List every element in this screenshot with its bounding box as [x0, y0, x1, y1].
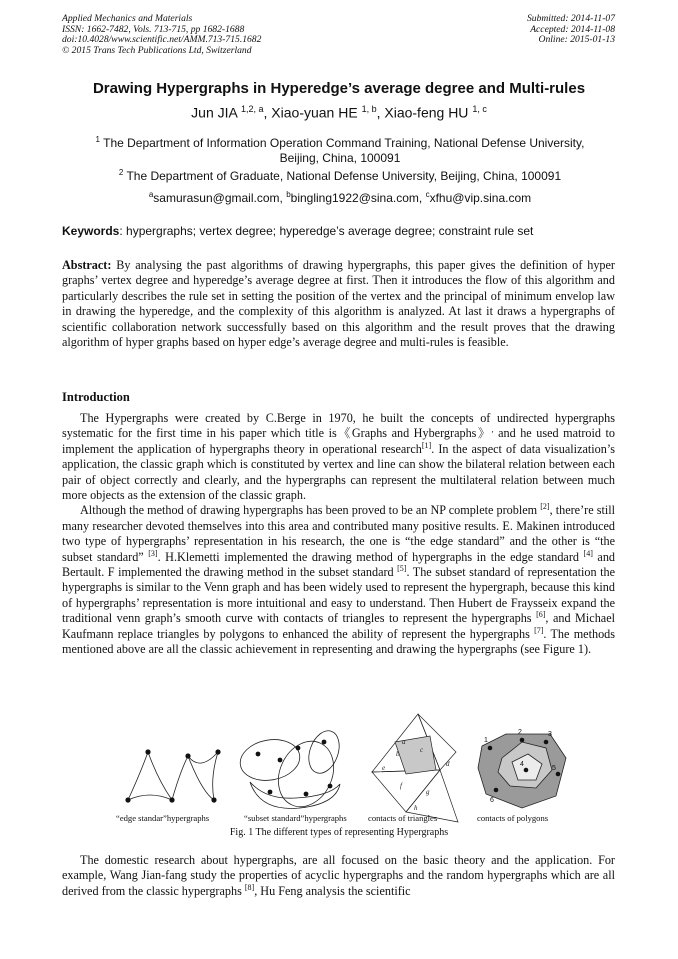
- para-text: , there’re still many researcher devoted themselves into this area and contributed many positive results. E. Makinen introduced two type of hypergraphs’ representation in his research, the one is “the edge standard” and the other is “the subset standard”: [62, 503, 615, 564]
- triangle-label: b: [396, 750, 400, 758]
- paper-title: Drawing Hypergraphs in Hyperedge’s average degree and Multi-rules: [92, 80, 586, 97]
- journal-header-right: [527, 14, 615, 46]
- para-text: and he used matroid to implement the application of hypergraphs theory in operational research: [62, 426, 616, 456]
- author-name: Xiao-yuan HE: [271, 104, 358, 121]
- abstract: [62, 258, 615, 350]
- triangle-label: c: [420, 746, 424, 754]
- affiliation-1: [70, 132, 610, 166]
- triangle-label: d: [446, 760, 450, 768]
- introduction-body-continued: [62, 853, 615, 899]
- polygon-label: 5: [552, 765, 556, 772]
- author-sep: ,: [376, 104, 385, 121]
- vertex: [256, 752, 261, 757]
- polygon-label: 4: [520, 761, 524, 768]
- para-text: Although the method of drawing hypergraphs has been proved to be an NP complete problem: [80, 503, 541, 518]
- figure-caption: Fig. 1 The different types of representing Hypergraphs: [229, 827, 449, 838]
- author-list: [0, 104, 678, 121]
- affiliation-2: [40, 165, 640, 184]
- citation: [5]: [397, 564, 407, 573]
- submitted-date: Submitted: 2014-11-07: [526, 13, 615, 24]
- affiliation-text: The Department of Information Operation Command Training, National Defense University,: [103, 136, 585, 150]
- abstract-label: Abstract:: [62, 258, 112, 272]
- paragraph-1: [62, 411, 615, 503]
- accepted-date: Accepted: 2014-11-08: [530, 23, 615, 35]
- vertex: [524, 768, 529, 773]
- polygon-label: 3: [548, 731, 552, 738]
- affiliation-text: Beijing, China, 100091: [279, 151, 401, 165]
- journal-name: Applied Mechanics and Materials: [62, 13, 193, 24]
- para-text: , and Michael Kaufmann replace triangles by polygons to enhanced the ability of represent the hypergraphs: [62, 611, 615, 641]
- author-sup: 1, b: [361, 104, 377, 114]
- email-sup: a: [148, 190, 154, 199]
- vertex: [185, 753, 190, 758]
- online-date: Online: 2015-01-13: [538, 34, 615, 46]
- triangle-label: g: [426, 788, 430, 796]
- para-sup: ,: [491, 425, 494, 435]
- vertex: [296, 746, 301, 751]
- subset-standard-graph: [237, 727, 345, 816]
- triangle-label: e: [382, 764, 386, 772]
- para-text: The domestic research about hypergraphs, are all focused on the basic theory and the application. For example, Wang Jian-fang study the properties of acyclic hypergraphs and the random hypergraphs which are all derived from the classic hypergraphs: [62, 853, 615, 898]
- vertex: [328, 784, 333, 789]
- para-text: . The subset standard of representation the hypergraphs is similar to the Venn graph and has been widely used to represent the hypergraph, because this kind of hypergraphs’ representation is more intuitional and easy to understand. Then Hubert de Fraysseix expand the traditional venn graph’s smooth curve with contacts of triangles to represent the hypergraphs: [62, 565, 615, 626]
- abstract-text: By analysing the past algorithms of drawing hypergraphs, this paper gives the definition of hyper graphs’ vertex degree and hyperedge’s average degree at first. Then it introduces the flow of this algorithm and particularly describes the rule set in setting the position of the vertex and the principal of minimum envelop law in drawing the hyperedge, and the complexity of this algorithm is analyzed. At last it draws a hypergraphs of scientific collaboration network successfully based on this algorithm and the result proves that the drawing algorithm of hyper graphs based on hyper edge’s average degree and multi-rules is feasible.: [62, 258, 615, 350]
- paragraph-3: [62, 853, 615, 899]
- author-sup: 1,2, a: [240, 104, 264, 114]
- edge-standard-vertices: [125, 749, 220, 802]
- email-sup: c: [425, 190, 430, 199]
- subcaption-subset-standard: “subset standard”hypergraphs: [244, 813, 347, 823]
- email-link[interactable]: samurasun@gmail.com,: [153, 191, 287, 205]
- vertex: [125, 797, 130, 802]
- affiliation-sup: 2: [118, 168, 124, 177]
- citation: [3]: [148, 548, 158, 558]
- para-text: , Hu Feng analysis the scientific: [254, 883, 411, 898]
- para-text: . H.Klemetti implemented the drawing method of hypergraphs in the edge standard: [157, 549, 584, 564]
- vertex: [278, 758, 283, 763]
- paragraph-2: [62, 503, 615, 657]
- figure-1: [110, 712, 570, 824]
- affiliation-sup: 1: [95, 135, 100, 144]
- subcaption-polygons: contacts of polygons: [477, 813, 549, 823]
- keywords-text: : hypergraphs; vertex degree; hyperedge’s average degree; constraint rule set: [119, 224, 534, 238]
- journal-issn: ISSN: 1662-7482, Vols. 713-715, pp 1682-1688: [62, 23, 245, 35]
- citation: [7]: [534, 625, 544, 635]
- vertex: [268, 790, 273, 795]
- subcaption-triangles: contacts of triangles: [368, 813, 438, 823]
- vertex: [520, 738, 525, 743]
- vertex: [215, 749, 220, 754]
- author-sup: 1, c: [472, 104, 487, 114]
- vertex: [211, 797, 216, 802]
- triangle-label: a: [402, 738, 406, 746]
- email-sup: b: [286, 190, 291, 199]
- citation: [1]: [421, 440, 432, 450]
- affiliation-text: The Department of Graduate, National Defense University, Beijing, China, 100091: [126, 169, 562, 183]
- keywords-label: Keywords: [62, 224, 120, 238]
- vertex: [488, 746, 493, 751]
- citation: [8]: [244, 882, 255, 892]
- triangle-label: h: [414, 804, 418, 812]
- journal-doi: doi:10.4028/www.scientific.net/AMM.713-715.1682: [62, 34, 262, 46]
- citation: [2]: [540, 502, 550, 512]
- keywords: [62, 224, 618, 238]
- vertex: [322, 740, 327, 745]
- vertex: [494, 788, 499, 793]
- section-heading-introduction: Introduction: [62, 390, 130, 404]
- author-sep: ,: [263, 104, 272, 121]
- triangle-label: f: [400, 782, 402, 790]
- polygon-label: 2: [518, 729, 522, 736]
- para-text: . The methods mentioned above are all the classic achievement in representing and drawing the hypergraphs (see Figure 1).: [62, 626, 615, 657]
- vertex: [544, 740, 549, 745]
- email-line: [70, 187, 610, 206]
- author-name: Xiao-feng HU: [384, 104, 469, 121]
- email-link[interactable]: bingling1922@sina.com,: [290, 191, 426, 205]
- para-text: The Hypergraphs were created by C.Berge in 1970, he built the concepts of undirected hypergraphs systematic for the first time in his paper which title is《Graphs and Hybergraphs》: [62, 411, 615, 441]
- edge-standard-graph: [128, 752, 218, 800]
- para-text: and Bertault. F implemented the drawing method in the subset standard: [62, 549, 616, 580]
- subcaption-edge-standard: “edge standar”hypergraphs: [116, 813, 210, 823]
- citation: [4]: [583, 548, 593, 558]
- polygon-label: 6: [490, 797, 494, 804]
- citation: [6]: [536, 610, 546, 620]
- vertex: [304, 792, 309, 797]
- polygon-label: 1: [484, 737, 488, 744]
- vertex: [556, 772, 561, 777]
- introduction-body: [62, 411, 615, 658]
- vertex: [145, 749, 150, 754]
- vertex: [169, 797, 174, 802]
- para-text: . In the aspect of data visualization’s application, the classic graph which is constituted by vertex and line can show the bilateral relation between each pair of object correctly and clearly, and the hypergraphs can represent the multilateral relation between much more objects as the extension of the classic graph.: [62, 441, 615, 503]
- journal-header-left: [62, 14, 261, 56]
- email-link[interactable]: xfhu@vip.sina.com: [429, 191, 532, 205]
- author-name: Jun JIA: [191, 104, 238, 121]
- journal-copyright: © 2015 Trans Tech Publications Ltd, Switzerland: [62, 44, 252, 56]
